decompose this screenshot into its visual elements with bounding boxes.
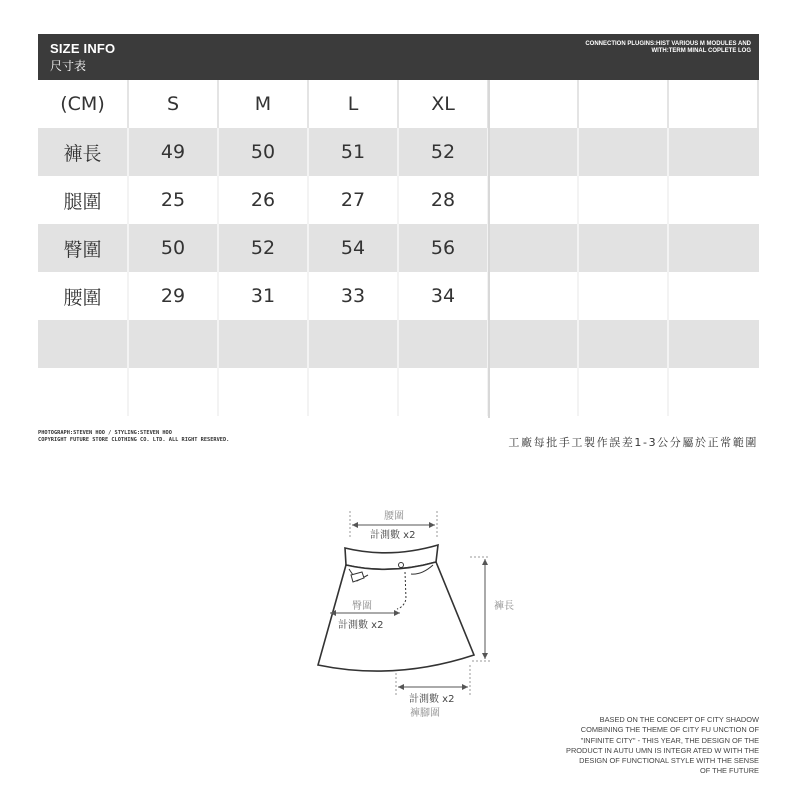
table-header-row <box>38 80 759 128</box>
table-cell <box>669 176 759 224</box>
table-cell <box>489 272 579 320</box>
row-label: 腰圍 <box>38 272 129 320</box>
table-row <box>38 368 759 416</box>
table-row <box>38 128 759 176</box>
table-row <box>38 320 759 368</box>
leg-opening-label: 褲腳圍 <box>410 708 440 719</box>
table-cell <box>579 320 669 368</box>
table-cell <box>489 320 579 368</box>
table-cell: 31 <box>219 272 309 320</box>
concept-line: "INFINITE CITY" - THIS YEAR, THE DESIGN OF THE <box>580 735 759 745</box>
table-row <box>38 272 759 320</box>
table-cell <box>219 368 309 416</box>
table-cell <box>129 320 219 368</box>
credit-line: PHOTOGRAPH:STEVEN HOO / STYLING:STEVEN HOO <box>38 430 172 436</box>
table-cell <box>129 368 219 416</box>
table-cell <box>309 320 399 368</box>
row-label: 臀圍 <box>38 224 129 272</box>
table-cell: 50 <box>129 224 219 272</box>
leg-opening-measure: 計測數 x2 <box>409 694 455 705</box>
header-cell-s: S <box>129 80 219 128</box>
header-cell-empty <box>489 80 579 128</box>
size-info-title: SIZE INFO <box>50 41 116 56</box>
concept-line: OF THE FUTURE <box>700 766 759 776</box>
row-label <box>38 320 129 368</box>
header-note-line: WITH:TERM MINAL COPLETE LOG <box>651 47 751 54</box>
table-cell <box>579 176 669 224</box>
table-cell <box>489 128 579 176</box>
row-label: 褲長 <box>38 128 129 176</box>
table-cell <box>579 368 669 416</box>
table-cell <box>399 368 489 416</box>
hip-label: 臀圍 <box>352 601 372 612</box>
header-cell-unit: (CM) <box>38 80 129 128</box>
concept-text <box>529 715 759 777</box>
hip-measure: 計測數 x2 <box>338 620 384 631</box>
size-info-title-cn: 尺寸表 <box>50 59 87 73</box>
table-cell <box>309 368 399 416</box>
concept-line: PRODUCT IN AUTU UMN IS INTEGR ATED W WITH THE <box>566 745 759 755</box>
table-row <box>38 224 759 272</box>
table-cell: 52 <box>219 224 309 272</box>
length-label: 褲長 <box>494 601 514 612</box>
table-cell <box>669 320 759 368</box>
table-cell <box>579 272 669 320</box>
header-note <box>491 41 751 54</box>
concept-line: BASED ON THE CONCEPT OF CITY SHADOW <box>599 715 759 724</box>
tolerance-note: 工廠每批手工製作誤差1-3公分屬於正常範圍 <box>508 436 758 449</box>
column-divider <box>488 80 490 418</box>
header-cell-empty <box>579 80 669 128</box>
size-info-header <box>38 34 759 80</box>
header-cell-l: L <box>309 80 399 128</box>
table-cell <box>489 176 579 224</box>
table-cell: 50 <box>219 128 309 176</box>
row-label <box>38 368 129 416</box>
table-cell <box>399 320 489 368</box>
table-cell: 26 <box>219 176 309 224</box>
table-row <box>38 176 759 224</box>
table-cell <box>579 128 669 176</box>
header-cell-empty <box>669 80 759 128</box>
table-cell: 52 <box>399 128 489 176</box>
table-cell: 49 <box>129 128 219 176</box>
concept-line: DESIGN OF FUNCTIONAL STYLE WITH THE SENSE <box>579 756 759 766</box>
table-cell: 51 <box>309 128 399 176</box>
table-cell: 27 <box>309 176 399 224</box>
header-note-line: CONNECTION PLUGINS:HIST VARIOUS M MODULES AND <box>585 41 751 47</box>
row-label: 腿圍 <box>38 176 129 224</box>
concept-line: COMBINING THE THEME OF CITY FU UNCTION OF <box>580 725 759 735</box>
table-cell: 34 <box>399 272 489 320</box>
table-cell: 29 <box>129 272 219 320</box>
table-cell <box>219 320 309 368</box>
table-cell: 28 <box>399 176 489 224</box>
header-cell-m: M <box>219 80 309 128</box>
size-table <box>38 80 759 416</box>
table-cell <box>669 368 759 416</box>
header-cell-xl: XL <box>399 80 489 128</box>
skirt-measurement-diagram <box>300 495 530 725</box>
table-cell: 25 <box>129 176 219 224</box>
table-cell: 33 <box>309 272 399 320</box>
table-cell <box>579 224 669 272</box>
table-cell: 56 <box>399 224 489 272</box>
table-cell <box>669 128 759 176</box>
table-cell <box>489 224 579 272</box>
table-cell: 54 <box>309 224 399 272</box>
table-cell <box>489 368 579 416</box>
waist-label: 腰圍 <box>384 511 404 522</box>
table-cell <box>669 224 759 272</box>
waist-measure: 計測數 x2 <box>370 530 416 541</box>
table-cell <box>669 272 759 320</box>
photo-credit <box>38 430 229 443</box>
copyright-line: COPYRIGHT FUTURE STORE CLOTHING CO. LTD. ALL RIGHT RESERVED. <box>38 436 230 443</box>
